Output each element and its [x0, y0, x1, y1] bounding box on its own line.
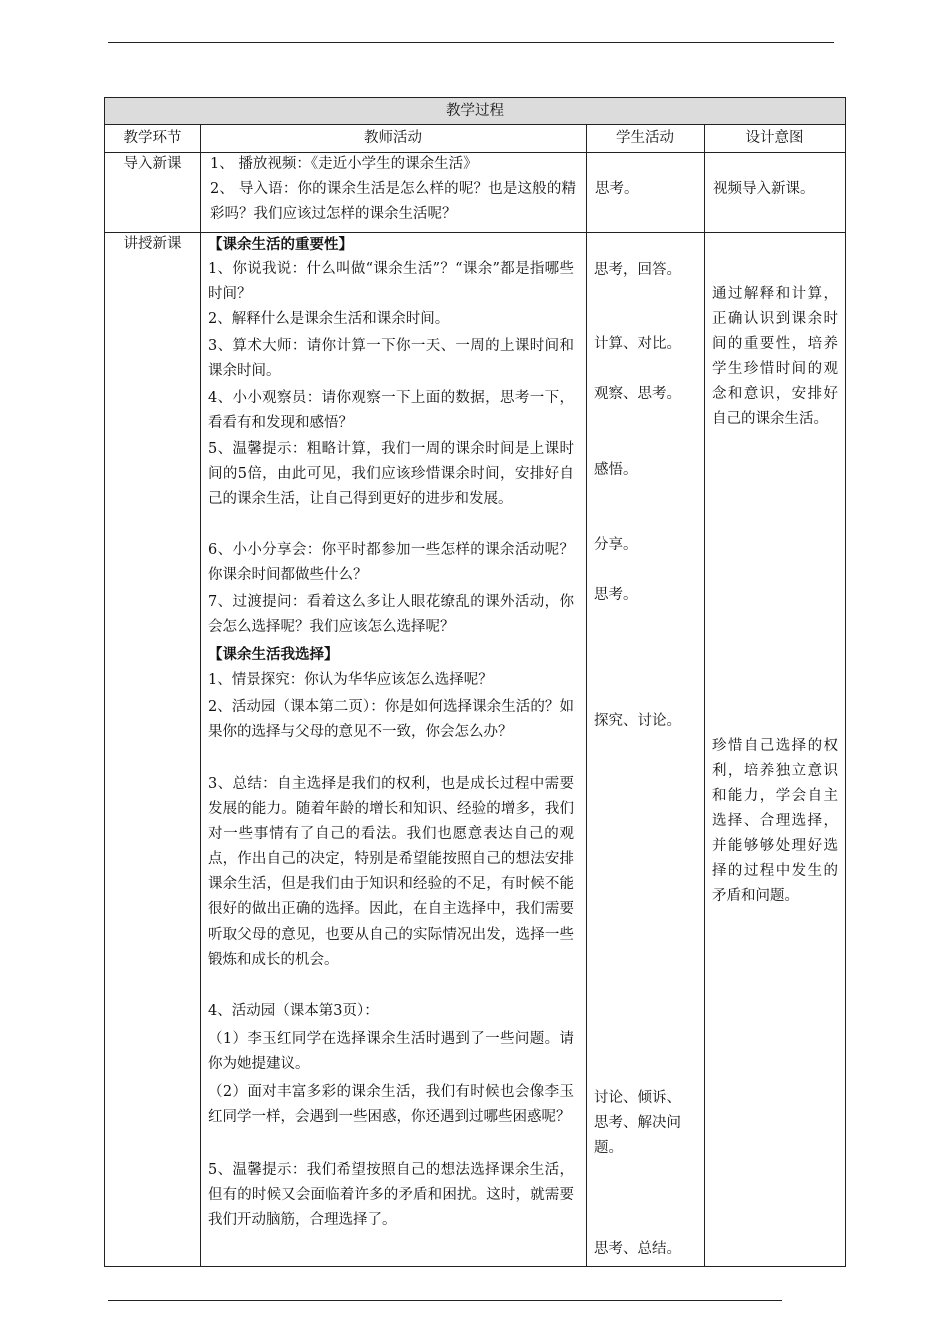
- design-cell-new-lesson: [704, 232, 845, 1266]
- teacher-item: 2、 导入语：你的课余生活是怎么样的呢？也是这般的精彩吗？我们应该过怎样的课余生活呢？: [210, 181, 576, 223]
- section-heading: 【课余生活我选择】: [208, 646, 339, 663]
- lesson-process-table: [104, 97, 846, 1267]
- student-cell-new-lesson: [586, 232, 704, 1266]
- teacher-cell-new-lesson: [200, 232, 586, 1266]
- design-intent: 珍惜自己选择的权利，培养独立意识和能力，学会自主选择、合理选择，并能够够处理好选择的过程中发生的矛盾和问题。: [712, 738, 838, 904]
- design-intro: 视频导入新课。: [713, 181, 815, 197]
- teacher-item: 5、温馨提示：粗略计算，我们一周的课余时间是上课时间的5倍，由此可见，我们应该珍惜课余时间，安排好自己的课余生活，让自己得到更好的进步和发展。: [208, 441, 574, 508]
- design-intent: 通过解释和计算，正确认识到课余时间的重要性，培养学生珍惜时间的观念和意识，安排好自己的课余生活。: [712, 286, 838, 427]
- teacher-item: （1）李玉红同学在选择课余生活时遇到了一些问题。请你为她提建议。: [208, 1031, 574, 1073]
- header-rule: [108, 42, 834, 43]
- teacher-item: （2）面对丰富多彩的课余生活，我们有时候也会像李玉红同学一样，会遇到一些困惑，你还遇到过哪些困惑呢？: [208, 1084, 574, 1126]
- teacher-item: 6、小小分享会：你平时都参加一些怎样的课余活动呢？你课余时间都做些什么？: [208, 542, 574, 584]
- student-activity: 感悟。: [594, 462, 638, 478]
- teacher-item: 1、 播放视频：《走近小学生的课余生活》: [210, 156, 478, 172]
- header-stage: 教学环节: [123, 130, 182, 146]
- teacher-item: 3、总结：自主选择是我们的权利，也是成长过程中需要发展的能力。随着年龄的增长和知识、经验的增多，我们对一些事情有了自己的看法。我们也愿意表达自己的观点，作出自己的决定，特别是希望能按照自己的想法安排课余生活，但是我们由于知识和经验的不足，有时候不能很好的做出正确的选择。因此，在自主选择中，我们需要听取父母的意见，也要从自己的实际情况出发，选择一些锻炼和成长的机会。: [208, 776, 574, 968]
- student-activity: 分享。: [594, 537, 638, 553]
- header-design: 设计意图: [745, 130, 804, 146]
- teacher-item: 5、温馨提示：我们希望按照自己的想法选择课余生活，但有的时候又会面临着许多的矛盾和困扰。这时，就需要我们开动脑筋，合理选择了。: [208, 1162, 574, 1229]
- teacher-item: 2、活动园（课本第二页）：你是如何选择课余生活的？如果你的选择与父母的意见不一致，你会怎么办？: [208, 699, 574, 741]
- student-activity: 思考。: [594, 587, 638, 603]
- teacher-item: 4、活动园（课本第3页）：: [208, 1003, 379, 1019]
- student-activity: 思考、总结。: [594, 1241, 681, 1257]
- footer-rule: [108, 1300, 782, 1301]
- student-activity: 计算、对比。: [594, 336, 681, 352]
- student-activity: 探究、讨论。: [594, 713, 681, 729]
- teacher-item: 3、算术大师：请你计算一下你一天、一周的上课时间和课余时间。: [208, 338, 574, 380]
- student-intro: 思考。: [595, 181, 639, 197]
- teacher-item: 1、你说我说：什么叫做“课余生活”？“课余”都是指哪些时间？: [208, 261, 574, 303]
- stage-intro: 导入新课: [123, 156, 182, 172]
- stage-new-lesson: 讲授新课: [123, 236, 182, 252]
- teacher-item: 7、过渡提问：看着这么多让人眼花缭乱的课外活动，你会怎么选择呢？我们应该怎么选择呢？: [208, 594, 574, 636]
- section-heading: 【课余生活的重要性】: [208, 236, 353, 253]
- student-activity: 讨论、倾诉、思考、解决问题。: [594, 1090, 681, 1156]
- student-activity: 观察、思考。: [594, 386, 681, 402]
- header-student: 学生活动: [616, 130, 674, 146]
- table-title: 教学过程: [105, 98, 845, 124]
- teacher-item: 4、小小观察员：请你观察一下上面的数据，思考一下，看看有和发现和感悟？: [208, 390, 574, 432]
- teacher-item: 1、情景探究：你认为华华应该怎么选择呢？: [208, 672, 493, 688]
- teacher-cell-intro: [200, 152, 586, 232]
- header-teacher: 教师活动: [364, 130, 422, 146]
- student-activity: 思考，回答。: [594, 262, 681, 278]
- teacher-item: 2、解释什么是课余生活和课余时间。: [208, 311, 450, 327]
